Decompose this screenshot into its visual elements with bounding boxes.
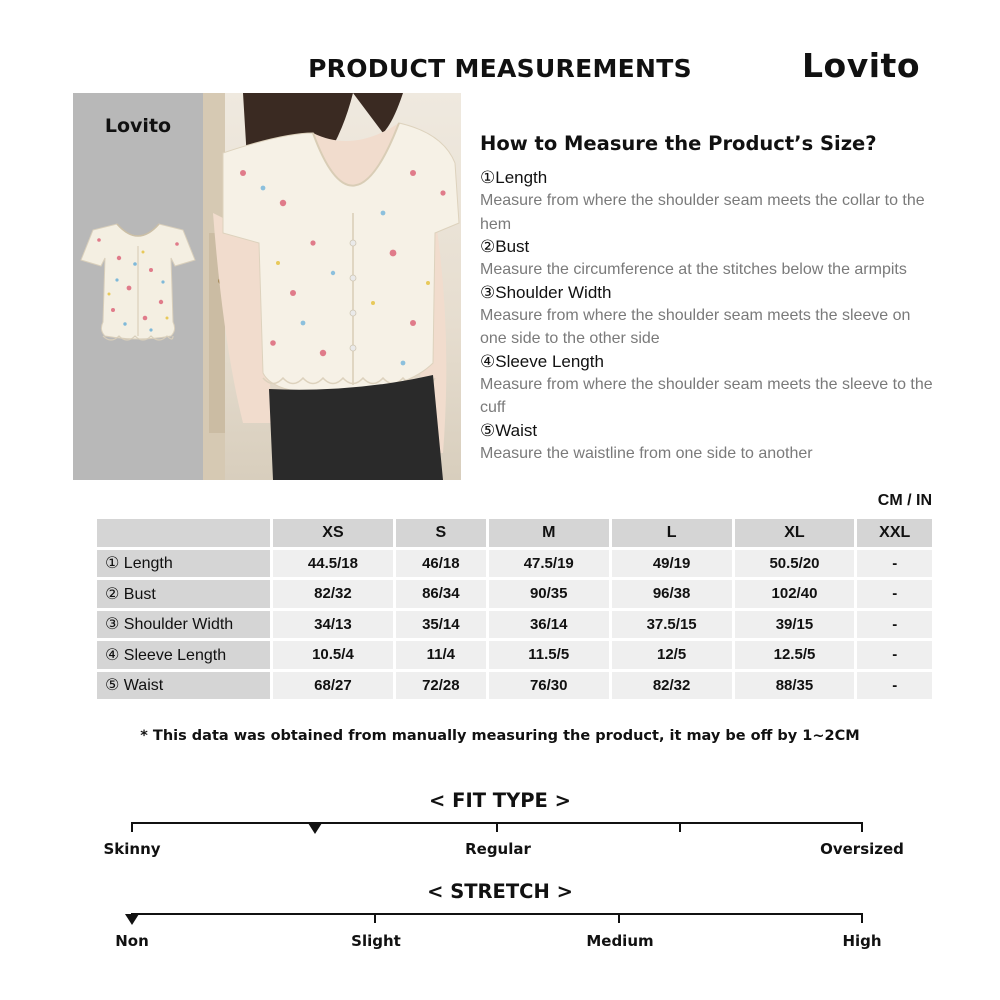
- table-cell: 10.5/4: [273, 641, 393, 669]
- fit-type-tick: [131, 822, 133, 832]
- table-cell: 12.5/5: [735, 641, 855, 669]
- table-cell: 39/15: [735, 611, 855, 639]
- guide-item-sleeve-length: [480, 351, 950, 420]
- stretch-line: [132, 913, 863, 915]
- guide-item-shoulder-width: [480, 282, 950, 351]
- measure-guide: [480, 132, 950, 465]
- guide-item-desc: Measure the circumference at the stitches below the armpits: [480, 261, 907, 278]
- guide-item-name: ④Sleeve Length: [480, 351, 604, 371]
- table-row: [97, 580, 932, 608]
- table-row: [97, 672, 932, 700]
- flat-lay-panel: [73, 93, 203, 480]
- stretch-label-medium: Medium: [586, 932, 654, 950]
- fit-label-oversized: Oversized: [820, 840, 904, 858]
- table-cell: 46/18: [396, 550, 486, 578]
- table-cell: 76/30: [489, 672, 609, 700]
- table-cell: 50.5/20: [735, 550, 855, 578]
- table-cell: 44.5/18: [273, 550, 393, 578]
- table-cell: -: [857, 611, 932, 639]
- table-cell: 90/35: [489, 580, 609, 608]
- table-cell: 96/38: [612, 580, 732, 608]
- table-cell: 49/19: [612, 550, 732, 578]
- fit-type-title: < FIT TYPE >: [429, 789, 571, 812]
- table-corner: [97, 519, 270, 547]
- table-cell: 82/32: [612, 672, 732, 700]
- guide-item-desc: Measure from where the shoulder seam meets the sleeve on one side to the other side: [480, 306, 911, 347]
- guide-item-desc: Measure from where the shoulder seam meets the collar to the hem: [480, 192, 925, 233]
- fit-type-tick: [679, 822, 681, 832]
- guide-item-desc: Measure the waistline from one side to another: [480, 444, 813, 462]
- stretch-title: < STRETCH >: [427, 880, 573, 903]
- flat-lay-brand: Lovito: [104, 115, 172, 137]
- table-cell: 37.5/15: [612, 611, 732, 639]
- size-header: XL: [735, 519, 855, 547]
- row-label: ① Length: [97, 550, 270, 578]
- size-header: S: [396, 519, 486, 547]
- guide-item-name: ⑤Waist: [480, 420, 538, 440]
- page-title: PRODUCT MEASUREMENTS: [308, 54, 692, 83]
- stretch-tick: [618, 913, 620, 923]
- table-cell: 72/28: [396, 672, 486, 700]
- size-table: [94, 516, 935, 702]
- table-cell: 12/5: [612, 641, 732, 669]
- unit-label: CM / IN: [877, 492, 932, 509]
- table-cell: 11/4: [396, 641, 486, 669]
- size-header: M: [489, 519, 609, 547]
- stretch-marker: [125, 914, 139, 925]
- size-header: L: [612, 519, 732, 547]
- size-header: XS: [273, 519, 393, 547]
- table-cell: 86/34: [396, 580, 486, 608]
- guide-item-name: ②Bust: [480, 237, 530, 256]
- size-header: XXL: [857, 519, 932, 547]
- measurement-note: * This data was obtained from manually measuring the product, it may be off by 1~2CM: [140, 728, 860, 744]
- stretch-label-slight: Slight: [351, 932, 401, 950]
- row-label: ⑤ Waist: [97, 672, 270, 700]
- guide-item-waist: [480, 420, 950, 466]
- table-cell: -: [857, 580, 932, 608]
- table-cell: 34/13: [273, 611, 393, 639]
- table-row: [97, 550, 932, 578]
- table-cell: 35/14: [396, 611, 486, 639]
- fit-type-tick: [861, 822, 863, 832]
- model-photo-illustration: [203, 93, 461, 480]
- table-cell: 82/32: [273, 580, 393, 608]
- guide-item-name: ①Length: [480, 168, 548, 187]
- guide-item-bust: [480, 236, 950, 282]
- fit-label-skinny: Skinny: [103, 840, 161, 858]
- table-header-row: [97, 519, 932, 547]
- guide-item-name: ③Shoulder Width: [480, 282, 612, 302]
- stretch-tick: [374, 913, 376, 923]
- table-cell: 47.5/19: [489, 550, 609, 578]
- table-cell: 68/27: [273, 672, 393, 700]
- brand-logo: Lovito: [802, 46, 920, 85]
- fit-label-regular: Regular: [465, 840, 531, 858]
- row-label: ④ Sleeve Length: [97, 641, 270, 669]
- guide-item-desc: Measure from where the shoulder seam meets the sleeve to the cuff: [480, 375, 933, 416]
- guide-item-length: [480, 167, 950, 236]
- table-cell: -: [857, 672, 932, 700]
- table-row: [97, 641, 932, 669]
- stretch-label-non: Non: [115, 932, 149, 950]
- table-cell: 36/14: [489, 611, 609, 639]
- model-photo: [203, 93, 461, 480]
- table-cell: 11.5/5: [489, 641, 609, 669]
- fit-type-marker: [308, 823, 322, 834]
- table-cell: -: [857, 641, 932, 669]
- table-row: [97, 611, 932, 639]
- stretch-tick: [861, 913, 863, 923]
- table-cell: 88/35: [735, 672, 855, 700]
- fit-type-tick: [496, 822, 498, 832]
- row-label: ③ Shoulder Width: [97, 611, 270, 639]
- guide-title: How to Measure the Product’s Size?: [480, 132, 877, 155]
- stretch-label-high: High: [842, 932, 882, 950]
- row-label: ② Bust: [97, 580, 270, 608]
- table-cell: 102/40: [735, 580, 855, 608]
- flat-lay-shirt-image: [79, 218, 197, 348]
- table-cell: -: [857, 550, 932, 578]
